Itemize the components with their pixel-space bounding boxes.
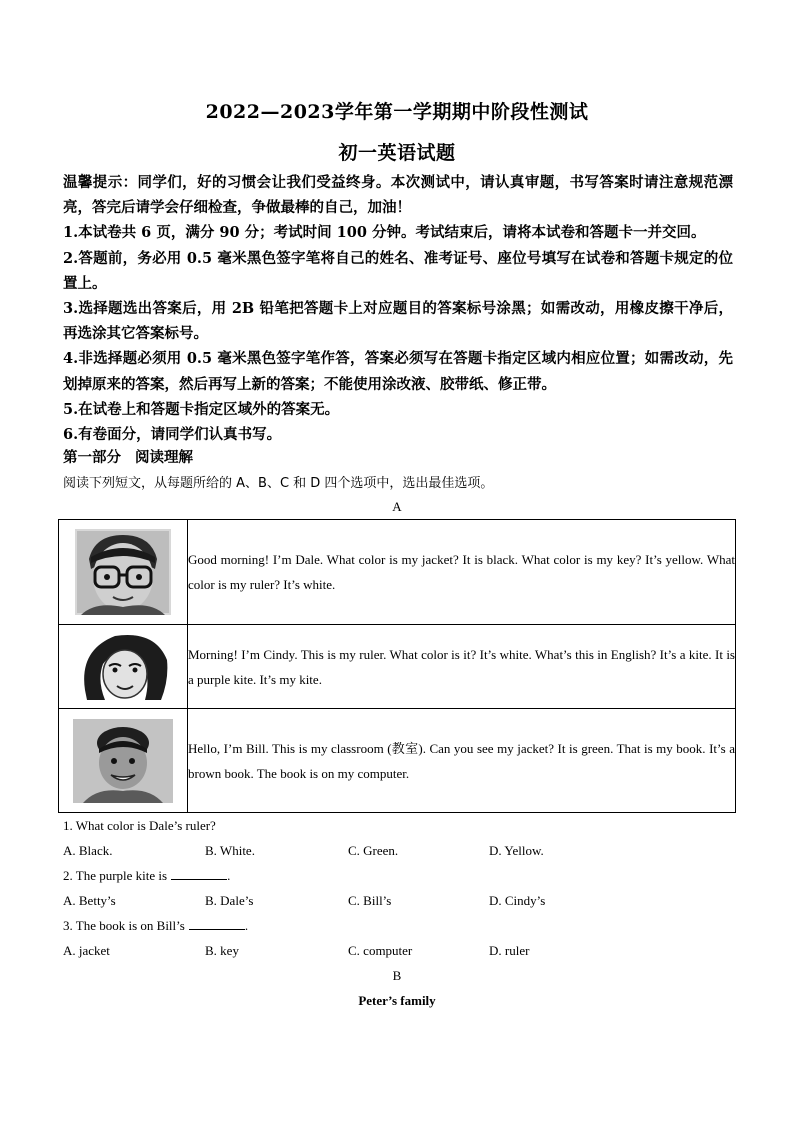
option-d: D. Cindy’s — [489, 893, 546, 908]
passage-a-text: Hello, I’m Bill. This is my classroom (教室). Can you see my jacket? It is green. That is my book. It’s a brown book. The book is on my computer. — [188, 709, 736, 813]
option-a: A. Black. — [63, 843, 113, 858]
instructions-block — [63, 170, 733, 447]
boy-with-glasses-photo — [75, 529, 171, 615]
option-c: C. computer — [348, 943, 413, 958]
notice-line: 6.有卷面分，请同学们认真书写。 — [63, 426, 282, 444]
notice-line: 1.本试卷共 6 页，满分 90 分；考试时间 100 分钟。考试结束后，请将本试卷和答题卡一并交回。 — [63, 224, 706, 242]
photo-cell — [59, 625, 188, 709]
question-stem-text: 3. The book is on Bill’s — [63, 918, 185, 933]
option-b: B. White. — [205, 843, 255, 858]
exam-subtitle: 初一英语试题 — [338, 142, 456, 164]
photo-cell — [59, 709, 188, 813]
option-c: C. Green. — [348, 843, 399, 858]
passage-a-text: Morning! I’m Cindy. This is my ruler. What color is it? It’s white. What’s this in English? It’s a kite. It is a purple kite. It’s my kite. — [188, 625, 736, 709]
passage-b-label: B — [392, 968, 402, 983]
girl-portrait-photo — [75, 630, 171, 704]
answer-blank — [171, 868, 227, 880]
option-d: D. ruler — [489, 943, 530, 958]
option-a: A. Betty’s — [63, 893, 116, 908]
option-d: D. Yellow. — [489, 843, 544, 858]
section-name: 阅读理解 — [135, 449, 193, 466]
option-c: C. Bill’s — [348, 893, 392, 908]
question-stem: 2. The purple kite is . — [63, 868, 231, 883]
question-stem: 3. The book is on Bill’s . — [63, 918, 249, 933]
passage-a-text: Good morning! I’m Dale. What color is my jacket? It is black. What color is my key? It’s yellow. What color is my ruler? It’s white. — [188, 520, 736, 625]
section-instruction: 阅读下列短文，从每题所给的 A、B、C 和 D 四个选项中，选出最佳选项。 — [63, 476, 494, 491]
answer-blank — [189, 918, 245, 930]
passage-b-title: Peter’s family — [358, 993, 436, 1008]
passage-a-label: A — [392, 499, 402, 514]
table-row — [59, 625, 736, 709]
table-row — [59, 709, 736, 813]
option-b: B. Dale’s — [205, 893, 254, 908]
notice-line: 4.非选择题必须用 0.5 毫米黑色签字笔作答，答案必须写在答题卡指定区域内相应位置；如需改动，先划掉原来的答案，然后再写上新的答案；不能使用涂改液、胶带纸、修正带。 — [63, 350, 733, 393]
smiling-boy-photo — [73, 719, 173, 803]
question-stem-text: 2. The purple kite is — [63, 868, 168, 883]
question-stem: 1. What color is Dale’s ruler? — [63, 818, 216, 833]
section-heading — [63, 446, 193, 467]
notice-line: 5.在试卷上和答题卡指定区域外的答案无。 — [63, 400, 340, 418]
notice-line: 2.答题前，务必用 0.5 毫米黑色签字笔将自己的姓名、准考证号、座位号填写在试卷和答题卡规定的位置上。 — [63, 249, 733, 292]
section-part: 第一部分 — [63, 449, 121, 466]
passage-a-table — [58, 519, 736, 813]
option-b: B. key — [205, 943, 239, 958]
option-a: A. jacket — [63, 943, 110, 958]
exam-title: 2022—2023学年第一学期期中阶段性测试 — [205, 101, 589, 123]
notice-line: 温馨提示：同学们，好的习惯会让我们受益终身。本次测试中，请认真审题，书写答案时请注意规范漂亮，答完后请学会仔细检查，争做最棒的自己，加油！ — [63, 174, 733, 217]
table-row — [59, 520, 736, 625]
notice-line: 3.选择题选出答案后，用 2B 铅笔把答题卡上对应题目的答案标号涂黑；如需改动，用橡皮擦干净后，再选涂其它答案标号。 — [63, 300, 733, 343]
photo-cell — [59, 520, 188, 625]
